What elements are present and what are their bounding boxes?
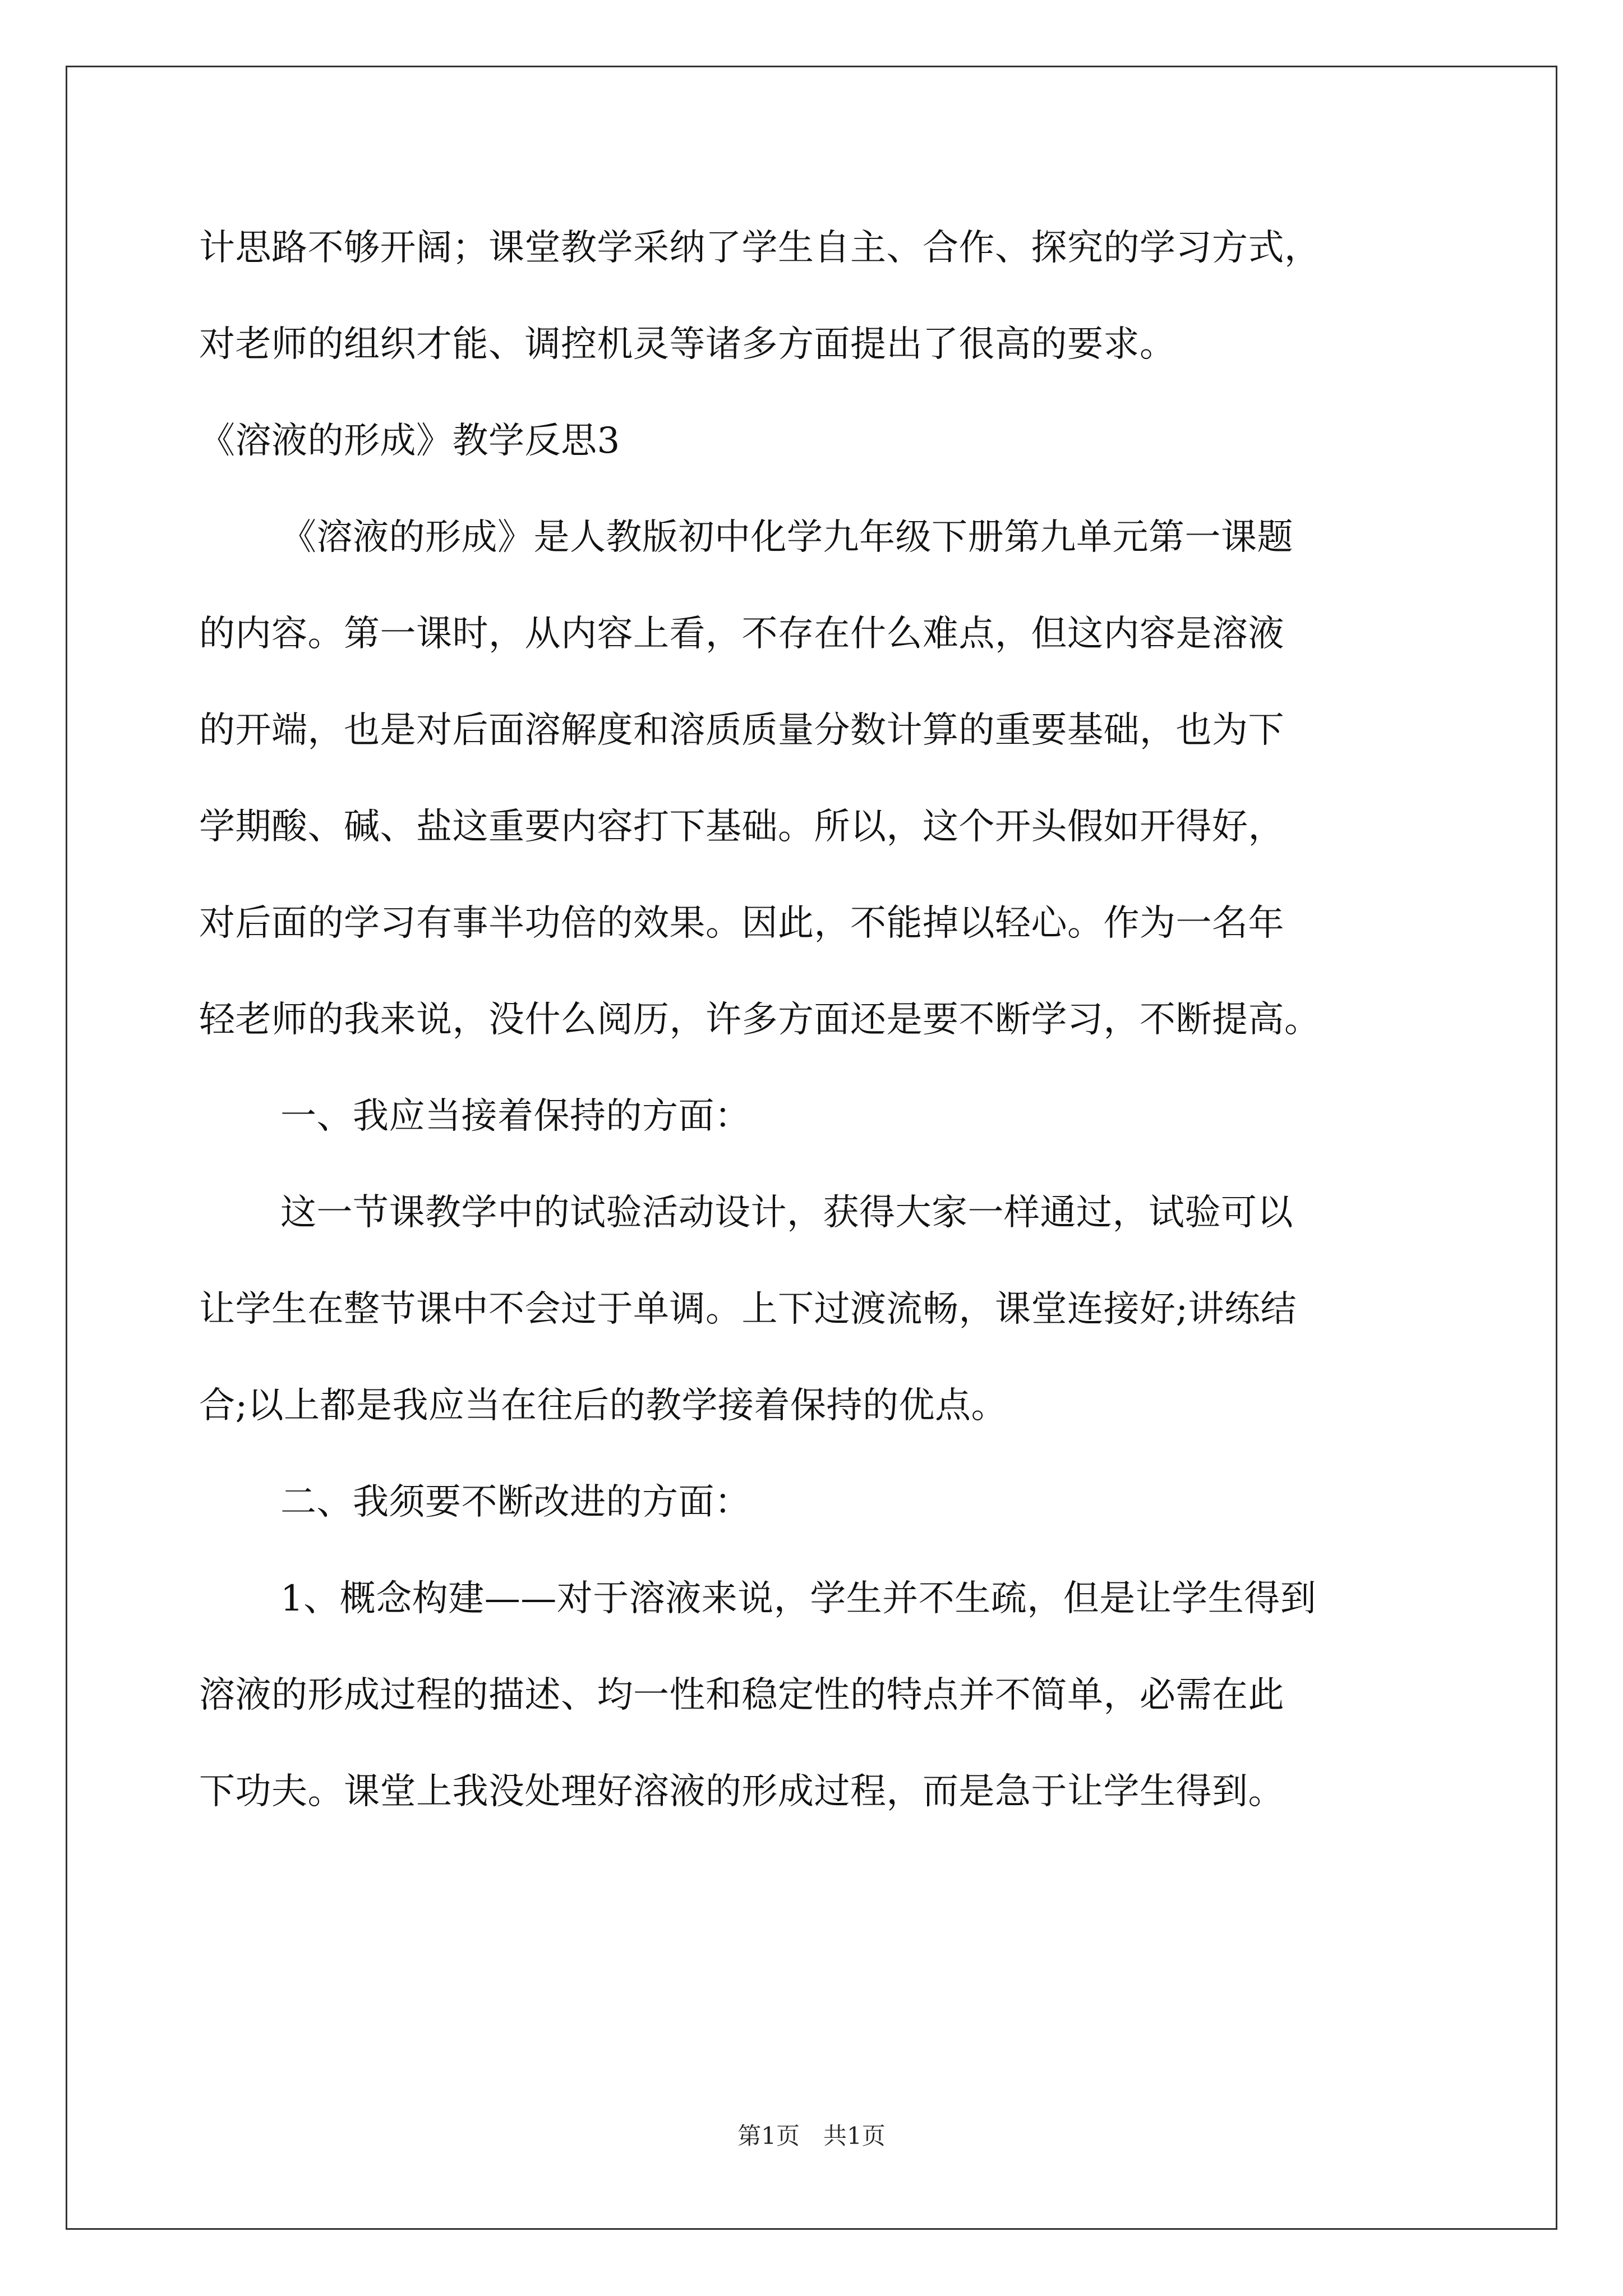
body-line: 轻老师的我来说，没什么阅历，许多方面还是要不断学习，不断提高。 (199, 999, 1321, 1041)
body-line: 的内容。第一课时，从内容上看，不存在什么难点，但这内容是溶液 (199, 613, 1284, 655)
body-line: 计思路不够开阔；课堂教学采纳了学生自主、合作、探究的学习方式， (199, 227, 1321, 269)
subheading: 二、我须要不断改进的方面： (280, 1481, 751, 1523)
body-line: 对老师的组织才能、调控机灵等诸多方面提出了很高的要求。 (199, 324, 1176, 365)
body-line: 合;以上都是我应当在往后的教学接着保持的优点。 (199, 1385, 1008, 1427)
body-line: 对后面的学习有事半功倍的效果。因此，不能掉以轻心。作为一名年 (199, 903, 1284, 944)
body-line: 的开端，也是对后面溶解度和溶质质量分数计算的重要基础，也为下 (199, 710, 1284, 751)
body-line: 这一节课教学中的试验活动设计，获得大家一样通过，试验可以 (280, 1192, 1293, 1234)
body-line: 下功夫。课堂上我没处理好溶液的形成过程，而是急于让学生得到。 (199, 1771, 1284, 1812)
body-line: 溶液的形成过程的描述、均一性和稳定性的特点并不简单，必需在此 (199, 1674, 1284, 1716)
section-title: 《溶液的形成》教学反思3 (199, 420, 620, 462)
page-footer: 第1页 共1页 (737, 2122, 886, 2150)
page-border (66, 66, 1557, 2230)
subheading: 一、我应当接着保持的方面： (280, 1096, 751, 1137)
body-line: 让学生在整节课中不会过于单调。上下过渡流畅，课堂连接好;讲练结 (199, 1289, 1297, 1330)
body-line: 学期酸、碱、盐这重要内容打下基础。所以，这个开头假如开得好， (199, 806, 1284, 848)
body-line: 《溶液的形成》是人教版初中化学九年级下册第九单元第一课题 (280, 517, 1293, 558)
body-line: 1、概念构建——对于溶液来说，学生并不生疏，但是让学生得到 (280, 1578, 1317, 1619)
